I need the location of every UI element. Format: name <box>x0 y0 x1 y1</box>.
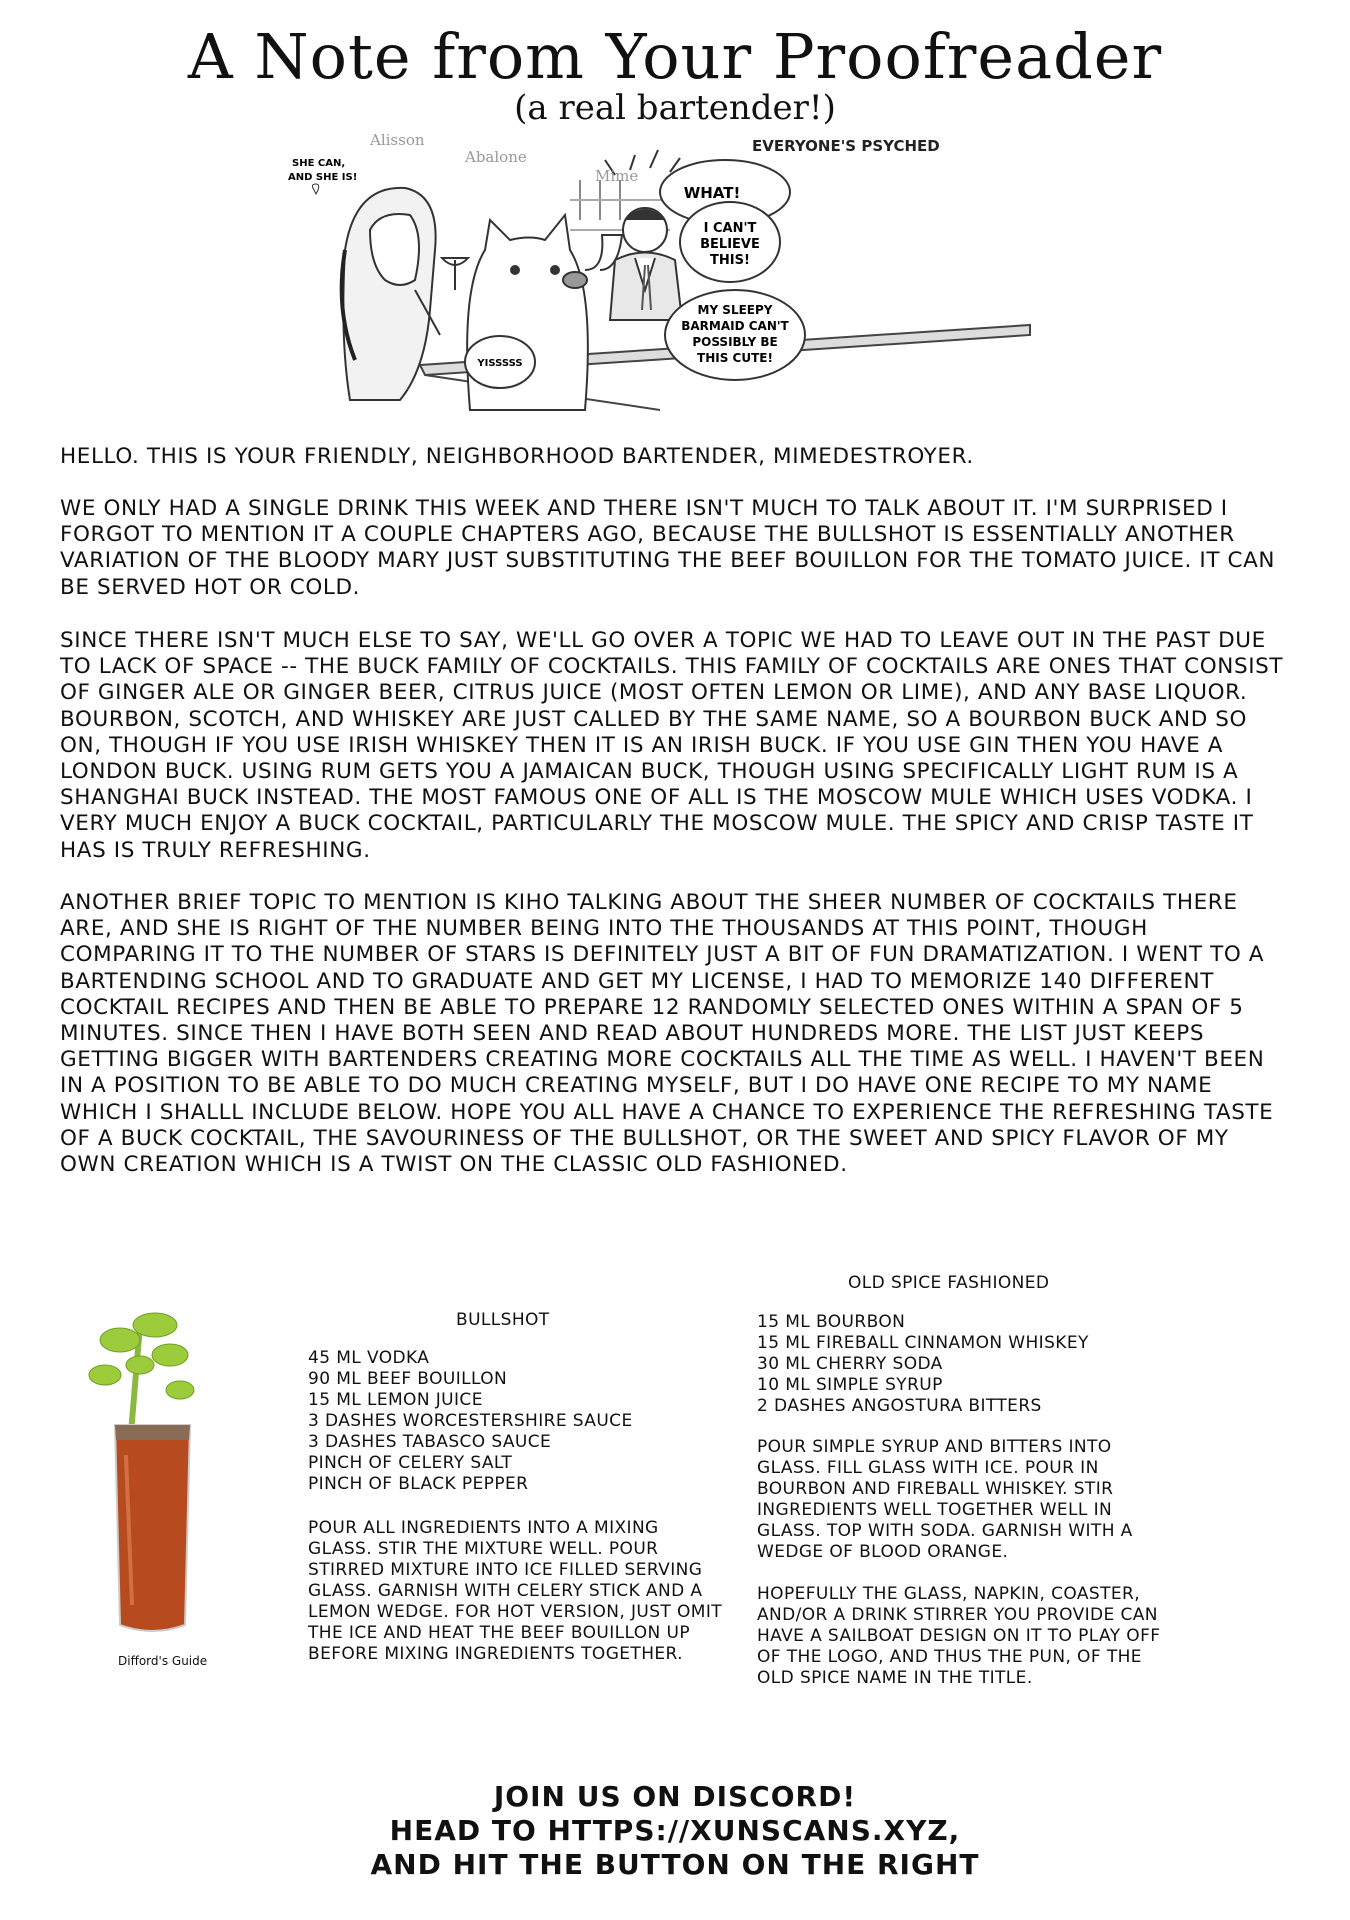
bubble-she-can-line2: AND SHE IS! <box>288 172 358 183</box>
bullshot-ingredient: 15 ML LEMON JUICE <box>308 1390 483 1410</box>
bubble-sleepy-line4: THIS CUTE! <box>697 351 773 365</box>
old-spice-ingredient: 10 ML SIMPLE SYRUP <box>757 1375 943 1395</box>
bubble-sleepy-line1: MY SLEEPY <box>697 303 773 317</box>
intro-paragraph: HELLO. THIS IS YOUR FRIENDLY, NEIGHBORHOOD BARTENDER, MIMEDESTROYER. <box>60 444 974 469</box>
bubble-sleepy-line3: POSSIBLY BE <box>692 335 778 349</box>
bullshot-photo <box>60 1305 240 1645</box>
bullshot-ingredient: PINCH OF BLACK PEPPER <box>308 1474 529 1494</box>
page-subtitle: (a real bartender!) <box>514 88 836 128</box>
bullshot-title: BULLSHOT <box>456 1310 550 1330</box>
bubble-sleepy-line2: BARMAID CAN'T <box>681 319 789 333</box>
discord-footer <box>0 1780 1350 1882</box>
footer-line: AND HIT THE BUTTON ON THE RIGHT <box>370 1848 980 1881</box>
bubble-yisssss: YISSSSS <box>477 358 523 369</box>
bubble-what: WHAT! <box>683 184 741 202</box>
bullshot-ingredient: 3 DASHES WORCESTERSHIRE SAUCE <box>308 1411 633 1431</box>
bullshot-ingredient: PINCH OF CELERY SALT <box>308 1453 513 1473</box>
comic-panel <box>288 131 1130 420</box>
bullshot-ingredient: 3 DASHES TABASCO SAUCE <box>308 1432 552 1452</box>
footer-link-line[interactable]: HEAD TO HTTPS://XUNSCANS.XYZ, <box>389 1814 961 1847</box>
old-spice-note: HOPEFULLY THE GLASS, NAPKIN, COASTER, AND/OR A DRINK STIRRER YOU PROVIDE CAN HAVE A SAILBOAT DESIGN ON IT TO PLAY OFF OF THE LOGO, AND THUS THE PUN, OF THE OLD SPICE NAME IN THE TITLE. <box>757 1584 1161 1688</box>
label-alisson: Alisson <box>370 131 425 150</box>
bubble-cant-line1: I CAN'T <box>703 221 757 236</box>
heart-icon <box>312 184 318 194</box>
buck-family-paragraph: SINCE THERE ISN'T MUCH ELSE TO SAY, WE'LL GO OVER A TOPIC WE HAD TO LEAVE OUT IN THE PAST DUE TO LACK OF SPACE -- THE BUCK FAMILY OF COCKTAILS. THIS FAMILY OF COCKTAILS ARE ONES THAT CONSIST OF GINGER ALE OR GINGER BEER, CITRUS JUICE (MOST OFTEN LEMON OR LIME), AND ANY BASE LIQUOR. BOURBON, SCOTCH, AND WHISKEY ARE JUST CALLED BY THE SAME NAME, SO A BOURBON BUCK AND SO ON, THOUGH IF YOU USE IRISH WHISKEY THEN IT IS AN IRISH BUCK. IF YOU USE GIN THEN YOU HAVE A LONDON BUCK. USING RUM GETS YOU A JAMAICAN BUCK, THOUGH USING SPECIFICALLY LIGHT RUM IS A SHANGHAI BUCK INSTEAD. THE MOST FAMOUS ONE OF ALL IS THE MOSCOW MULE WHICH USES VODKA. I VERY MUCH ENJOY A BUCK COCKTAIL, PARTICULARLY THE MOSCOW MULE. THE SPICY AND CRISP TASTE IT HAS IS TRULY REFRESHING. <box>60 628 1284 863</box>
old-spice-directions: POUR SIMPLE SYRUP AND BITTERS INTO GLASS. FILL GLASS WITH ICE. POUR IN BOURBON AND FIREBALL WHISKEY. STIR INGREDIENTS WELL TOGETHER WELL IN GLASS. TOP WITH SODA. GARNISH WITH A WEDGE OF BLOOD ORANGE. <box>757 1437 1133 1562</box>
bullshot-ingredients <box>308 1348 708 1495</box>
label-mime: Mime <box>595 167 639 185</box>
bullshot-ingredient: 90 ML BEEF BOUILLON <box>308 1369 508 1389</box>
old-spice-ingredient: 2 DASHES ANGOSTURA BITTERS <box>757 1396 1042 1416</box>
label-abalone: Abalone <box>465 148 527 166</box>
image-credit: Difford's Guide <box>118 1654 208 1668</box>
bubble-she-can-line1: SHE CAN, <box>292 158 346 169</box>
old-spice-ingredient: 15 ML FIREBALL CINNAMON WHISKEY <box>757 1333 1089 1353</box>
bullshot-ingredient: 45 ML VODKA <box>308 1348 430 1368</box>
cocktail-count-paragraph: ANOTHER BRIEF TOPIC TO MENTION IS KIHO TALKING ABOUT THE SHEER NUMBER OF COCKTAILS THERE ARE, AND SHE IS RIGHT OF THE NUMBER BEING INTO THE THOUSANDS AT THIS POINT, THOUGH COMPARING IT TO THE NUMBER OF STARS IS DEFINITELY JUST A BIT OF FUN DRAMATIZATION. I WENT TO A BARTENDING SCHOOL AND TO GRADUATE AND GET MY LICENSE, I HAD TO MEMORIZE 140 DIFFERENT COCKTAIL RECIPES AND THEN BE ABLE TO PREPARE 12 RANDOMLY SELECTED ONES WITHIN A SPAN OF 5 MINUTES. SINCE THEN I HAVE BOTH SEEN AND READ ABOUT HUNDREDS MORE. THE LIST JUST KEEPS GETTING BIGGER WITH BARTENDERS CREATING MORE COCKTAILS ALL THE TIME AS WELL. I HAVEN'T BEEN IN A POSITION TO BE ABLE TO DO MUCH CREATING MYSELF, BUT I DO HAVE ONE RECIPE TO MY NAME WHICH I SHALLL INCLUDE BELOW. HOPE YOU ALL HAVE A CHANCE TO EXPERIENCE THE REFRESHING TASTE OF A BUCK COCKTAIL, THE SAVOURINESS OF THE BULLSHOT, OR THE SWEET AND SPICY FLAVOR OF MY OWN CREATION WHICH IS A TWIST ON THE CLASSIC OLD FASHIONED. <box>60 890 1274 1178</box>
drink-paragraph: WE ONLY HAD A SINGLE DRINK THIS WEEK AND THERE ISN'T MUCH TO TALK ABOUT IT. I'M SURPRISED I FORGOT TO MENTION IT A COUPLE CHAPTERS AGO, BECAUSE THE BULLSHOT IS ESSENTIALLY ANOTHER VARIATION OF THE BLOODY MARY JUST SUBSTITUTING THE BEEF BOUILLON FOR THE TOMATO JUICE. IT CAN BE SERVED HOT OR COLD. <box>60 496 1276 600</box>
bullshot-directions: POUR ALL INGREDIENTS INTO A MIXING GLASS. STIR THE MIXTURE WELL. POUR STIRRED MIXTURE INTO ICE FILLED SERVING GLASS. GARNISH WITH CELERY STICK AND A LEMON WEDGE. FOR HOT VERSION, JUST OMIT THE ICE AND HEAT THE BEEF BOUILLON UP BEFORE MIXING INGREDIENTS TOGETHER. <box>308 1518 723 1664</box>
old-spice-title: OLD SPICE FASHIONED <box>848 1273 1050 1293</box>
bubble-cant-line3: THIS! <box>710 253 750 268</box>
bubble-cant-line2: BELIEVE <box>700 237 760 252</box>
old-spice-ingredient: 15 ML BOURBON <box>757 1312 906 1332</box>
footer-line: JOIN US ON DISCORD! <box>493 1780 857 1813</box>
panel-caption: EVERYONE'S PSYCHED <box>752 137 940 156</box>
old-spice-ingredients <box>757 1312 1177 1417</box>
old-spice-ingredient: 30 ML CHERRY SODA <box>757 1354 943 1374</box>
page-title: A Note from Your Proofreader <box>187 20 1163 93</box>
